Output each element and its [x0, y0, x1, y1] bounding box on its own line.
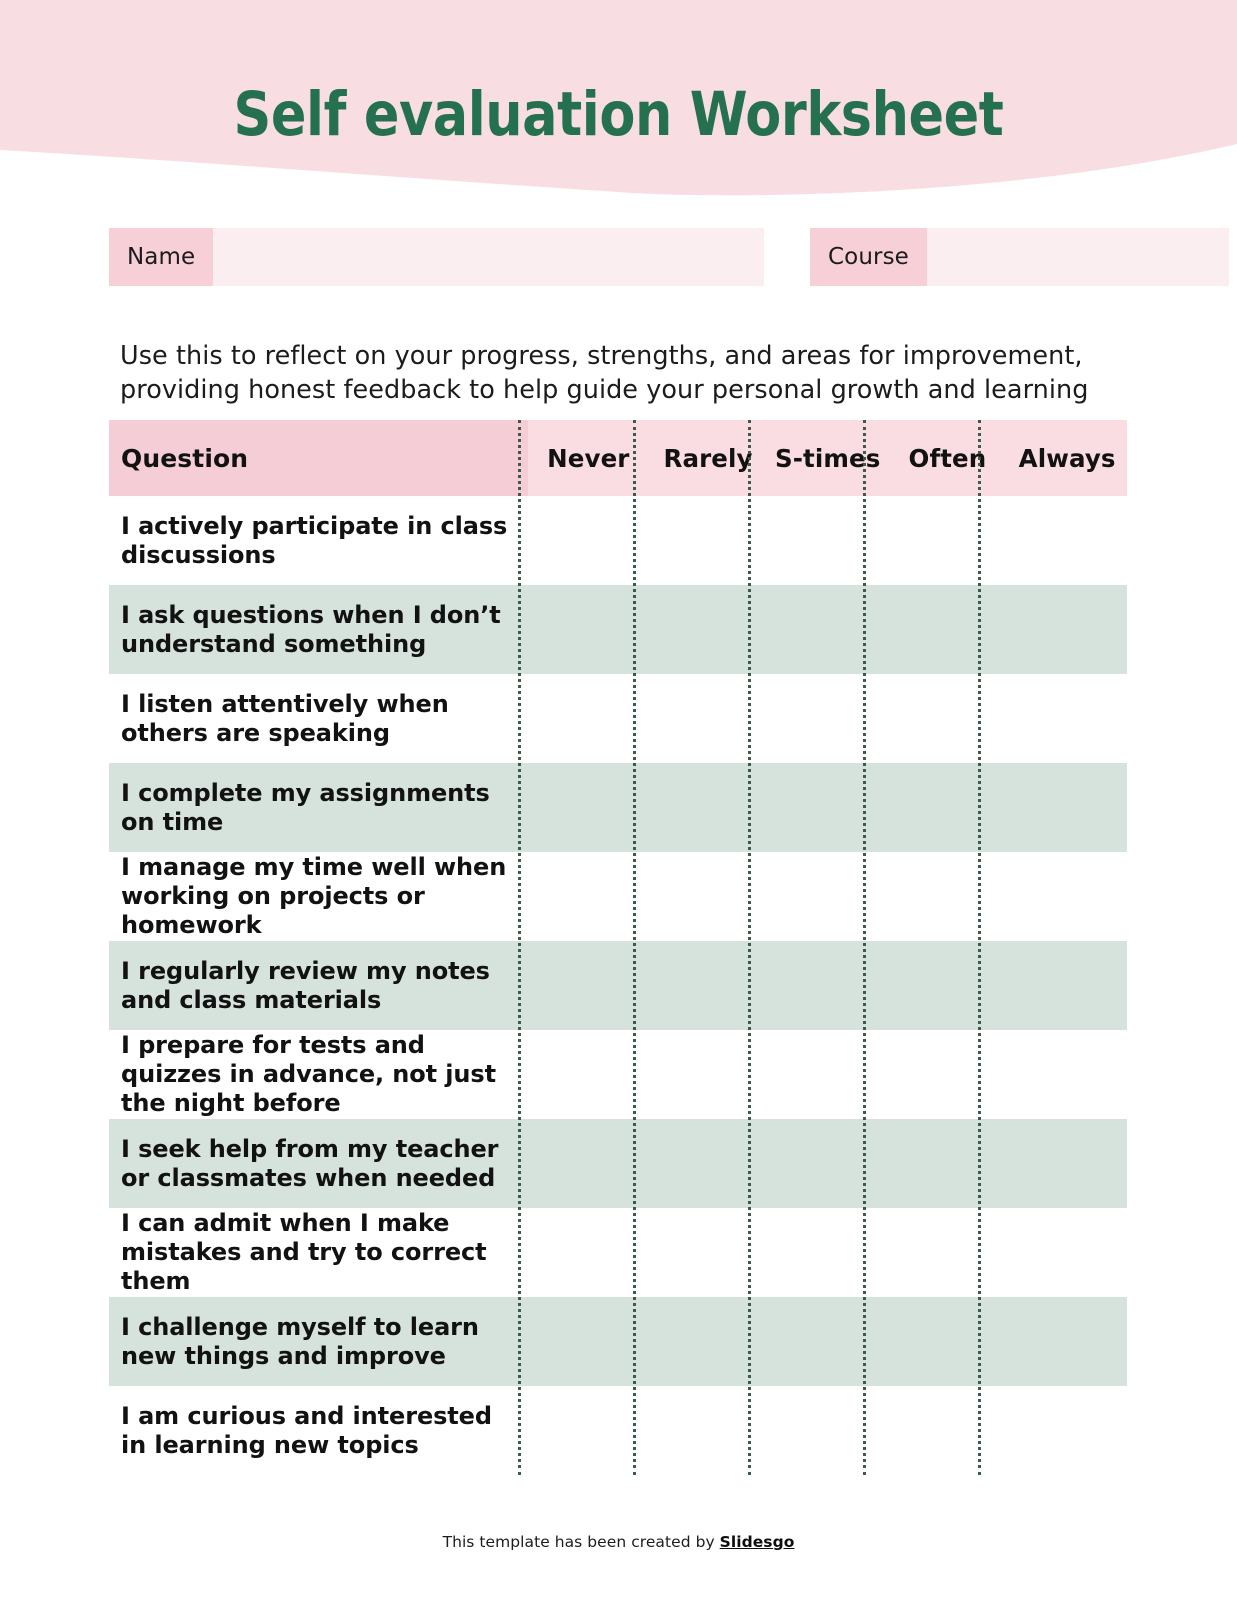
answer-cell-stimes[interactable]: [768, 1030, 888, 1119]
course-input[interactable]: [927, 228, 1229, 286]
answer-cell-often[interactable]: [888, 1119, 1008, 1208]
answer-cell-stimes[interactable]: [768, 852, 888, 941]
answer-cell-always[interactable]: [1007, 674, 1127, 763]
answer-cell-stimes[interactable]: [768, 1386, 888, 1475]
answer-cell-often[interactable]: [888, 852, 1008, 941]
table-row: [109, 1386, 1127, 1475]
name-input[interactable]: [213, 228, 764, 286]
table-row: [109, 1030, 1127, 1119]
question-cell: I regularly review my notes and class materials: [109, 941, 528, 1030]
name-label: Name: [109, 228, 213, 286]
table-header-row: [109, 420, 1127, 496]
course-field-group: [810, 228, 1107, 286]
answer-cell-stimes[interactable]: [768, 1297, 888, 1386]
answer-cell-never[interactable]: [528, 1030, 648, 1119]
answer-cell-always[interactable]: [1007, 1208, 1127, 1297]
instructions-text: Use this to reflect on your progress, strengths, and areas for improvement, providing honest feedback to help guide your personal growth and learning: [120, 340, 1089, 405]
course-label: Course: [810, 228, 927, 286]
answer-cell-stimes[interactable]: [768, 941, 888, 1030]
answer-cell-never[interactable]: [528, 674, 648, 763]
question-cell: I ask questions when I don’t understand something: [109, 585, 528, 674]
question-cell: I seek help from my teacher or classmates when needed: [109, 1119, 528, 1208]
column-header-often: Often: [888, 420, 1008, 496]
table-row: [109, 1208, 1127, 1297]
answer-cell-never[interactable]: [528, 852, 648, 941]
answer-cell-often[interactable]: [888, 763, 1008, 852]
answer-cell-rarely[interactable]: [648, 496, 768, 585]
column-header-question: Question: [109, 420, 528, 496]
table-row: [109, 1297, 1127, 1386]
answer-cell-stimes[interactable]: [768, 1208, 888, 1297]
answer-cell-rarely[interactable]: [648, 941, 768, 1030]
answer-cell-often[interactable]: [888, 1030, 1008, 1119]
question-cell: I challenge myself to learn new things and improve: [109, 1297, 528, 1386]
question-cell: I complete my assignments on time: [109, 763, 528, 852]
question-cell: I manage my time well when working on projects or homework: [109, 852, 528, 941]
question-cell: I prepare for tests and quizzes in advance, not just the night before: [109, 1030, 528, 1119]
answer-cell-never[interactable]: [528, 1208, 648, 1297]
answer-cell-always[interactable]: [1007, 1030, 1127, 1119]
identity-fields: [109, 228, 1127, 286]
table-row: [109, 674, 1127, 763]
table-row: [109, 941, 1127, 1030]
answer-cell-stimes[interactable]: [768, 763, 888, 852]
table-row: [109, 585, 1127, 674]
question-cell: I listen attentively when others are speaking: [109, 674, 528, 763]
answer-cell-rarely[interactable]: [648, 674, 768, 763]
answer-cell-never[interactable]: [528, 763, 648, 852]
answer-cell-rarely[interactable]: [648, 1297, 768, 1386]
answer-cell-stimes[interactable]: [768, 496, 888, 585]
answer-cell-never[interactable]: [528, 1386, 648, 1475]
answer-cell-always[interactable]: [1007, 852, 1127, 941]
answer-cell-often[interactable]: [888, 585, 1008, 674]
answer-cell-rarely[interactable]: [648, 1208, 768, 1297]
answer-cell-rarely[interactable]: [648, 852, 768, 941]
column-header-stimes: S-times: [768, 420, 888, 496]
page-title: Self evaluation Worksheet: [233, 79, 1004, 150]
answer-cell-always[interactable]: [1007, 585, 1127, 674]
evaluation-table: [109, 420, 1127, 1475]
answer-cell-often[interactable]: [888, 674, 1008, 763]
answer-cell-rarely[interactable]: [648, 585, 768, 674]
answer-cell-often[interactable]: [888, 941, 1008, 1030]
column-header-never: Never: [528, 420, 648, 496]
answer-cell-rarely[interactable]: [648, 1030, 768, 1119]
answer-cell-rarely[interactable]: [648, 1386, 768, 1475]
answer-cell-often[interactable]: [888, 1297, 1008, 1386]
answer-cell-stimes[interactable]: [768, 1119, 888, 1208]
table-row: [109, 1119, 1127, 1208]
answer-cell-often[interactable]: [888, 1208, 1008, 1297]
question-cell: I can admit when I make mistakes and try to correct them: [109, 1208, 528, 1297]
answer-cell-stimes[interactable]: [768, 585, 888, 674]
answer-cell-always[interactable]: [1007, 1119, 1127, 1208]
answer-cell-never[interactable]: [528, 1119, 648, 1208]
answer-cell-always[interactable]: [1007, 941, 1127, 1030]
answer-cell-never[interactable]: [528, 496, 648, 585]
table-row: [109, 763, 1127, 852]
answer-cell-never[interactable]: [528, 1297, 648, 1386]
question-cell: I am curious and interested in learning new topics: [109, 1386, 528, 1475]
answer-cell-always[interactable]: [1007, 763, 1127, 852]
table-row: [109, 496, 1127, 585]
footer-text: This template has been created by: [442, 1533, 720, 1551]
answer-cell-never[interactable]: [528, 941, 648, 1030]
answer-cell-rarely[interactable]: [648, 763, 768, 852]
answer-cell-never[interactable]: [528, 585, 648, 674]
answer-cell-always[interactable]: [1007, 1386, 1127, 1475]
answer-cell-stimes[interactable]: [768, 674, 888, 763]
question-cell: I actively participate in class discussions: [109, 496, 528, 585]
answer-cell-rarely[interactable]: [648, 1119, 768, 1208]
answer-cell-always[interactable]: [1007, 1297, 1127, 1386]
table-row: [109, 852, 1127, 941]
column-header-always: Always: [1007, 420, 1127, 496]
answer-cell-often[interactable]: [888, 496, 1008, 585]
column-header-rarely: Rarely: [648, 420, 768, 496]
evaluation-table-wrap: [109, 420, 1127, 1475]
footer-credit: [0, 1533, 1237, 1551]
table-header: [109, 420, 1127, 496]
slidesgo-link[interactable]: Slidesgo: [719, 1533, 795, 1551]
answer-cell-often[interactable]: [888, 1386, 1008, 1475]
name-field-group: [109, 228, 764, 286]
answer-cell-always[interactable]: [1007, 496, 1127, 585]
table-body: [109, 496, 1127, 1475]
